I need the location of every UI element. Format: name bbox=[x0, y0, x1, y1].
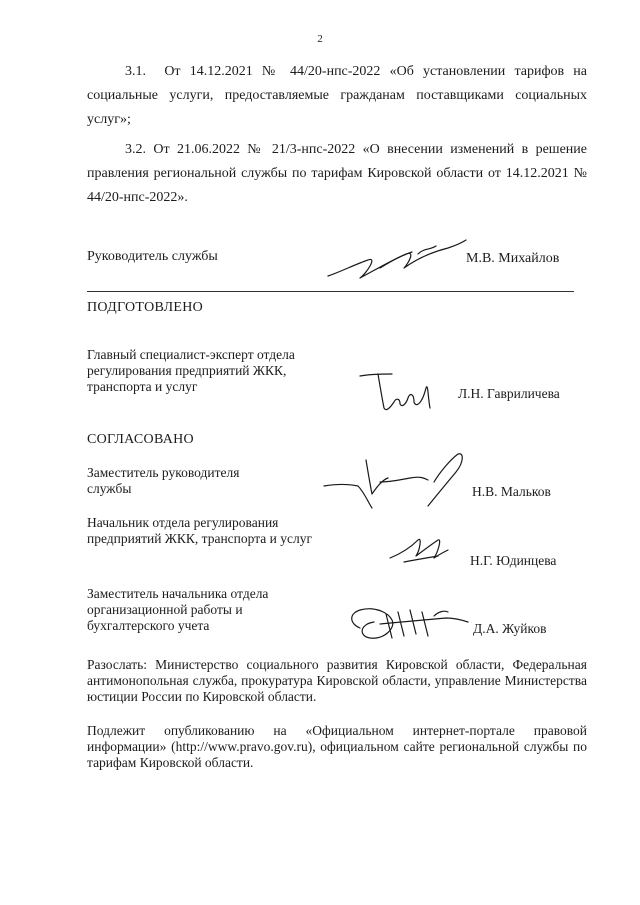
item-3-1 bbox=[87, 60, 587, 132]
publication-note: Подлежит опубликованию на «Официальном интернет-портале правовой информации» (http://www.pravo.gov.ru), официальном сайте региональной службы по тарифам Кировской области. bbox=[87, 723, 587, 770]
item-text: От 14.12.2021 № 44/20-нпс-2022 «Об установлении тарифов на социальные услуги, предоставляемые гражданам поставщиками социальных услуг»; bbox=[87, 64, 587, 127]
prepared-heading: ПОДГОТОВЛЕНО bbox=[87, 300, 204, 315]
item-3-2 bbox=[87, 138, 587, 210]
item-number: 3.2. bbox=[125, 142, 146, 157]
agreed-signer-1-position: Заместитель руководителя службы bbox=[87, 465, 240, 496]
distribution: Разослать: Министерство социального развития Кировской области, Федеральная антимонопольная служба, прокуратура Кировской области, управление Министерства юстиции России по Кировской области. bbox=[87, 657, 587, 704]
page-number: 2 bbox=[317, 33, 323, 45]
item-text: От 21.06.2022 № 21/3-нпс-2022 «О внесении изменений в решение правления региональной службы по тарифам Кировской области от 14.12.2021 № 44/20-нпс-2022». bbox=[87, 142, 587, 205]
agreed-signer-2-name: Н.Г. Юдинцева bbox=[470, 553, 557, 568]
head-title: Руководитель службы bbox=[87, 249, 218, 264]
divider bbox=[87, 291, 574, 292]
prepared-signature bbox=[356, 368, 432, 416]
agreed-signer-3-position: Заместитель начальника отдела организационной работы и бухгалтерского учета bbox=[87, 586, 269, 633]
agreed-signer-1-name: Н.В. Мальков bbox=[472, 484, 551, 499]
prepared-position: Главный специалист-эксперт отдела регулирования предприятий ЖКК, транспорта и услуг bbox=[87, 347, 295, 394]
prepared-name: Л.Н. Гавриличева bbox=[458, 386, 560, 401]
agreed-signer-2-signature bbox=[386, 528, 450, 568]
agreed-signer-1-signature bbox=[316, 448, 476, 512]
head-signature bbox=[320, 234, 470, 286]
agreed-signer-3-signature bbox=[340, 594, 470, 648]
agreed-signer-2-position: Начальник отдела регулирования предприятий ЖКК, транспорта и услуг bbox=[87, 515, 313, 546]
agreed-signer-3-name: Д.А. Жуйков bbox=[473, 621, 547, 636]
head-name: М.В. Михайлов bbox=[466, 251, 560, 266]
item-number: 3.1. bbox=[125, 64, 146, 79]
agreed-heading: СОГЛАСОВАНО bbox=[87, 432, 194, 447]
